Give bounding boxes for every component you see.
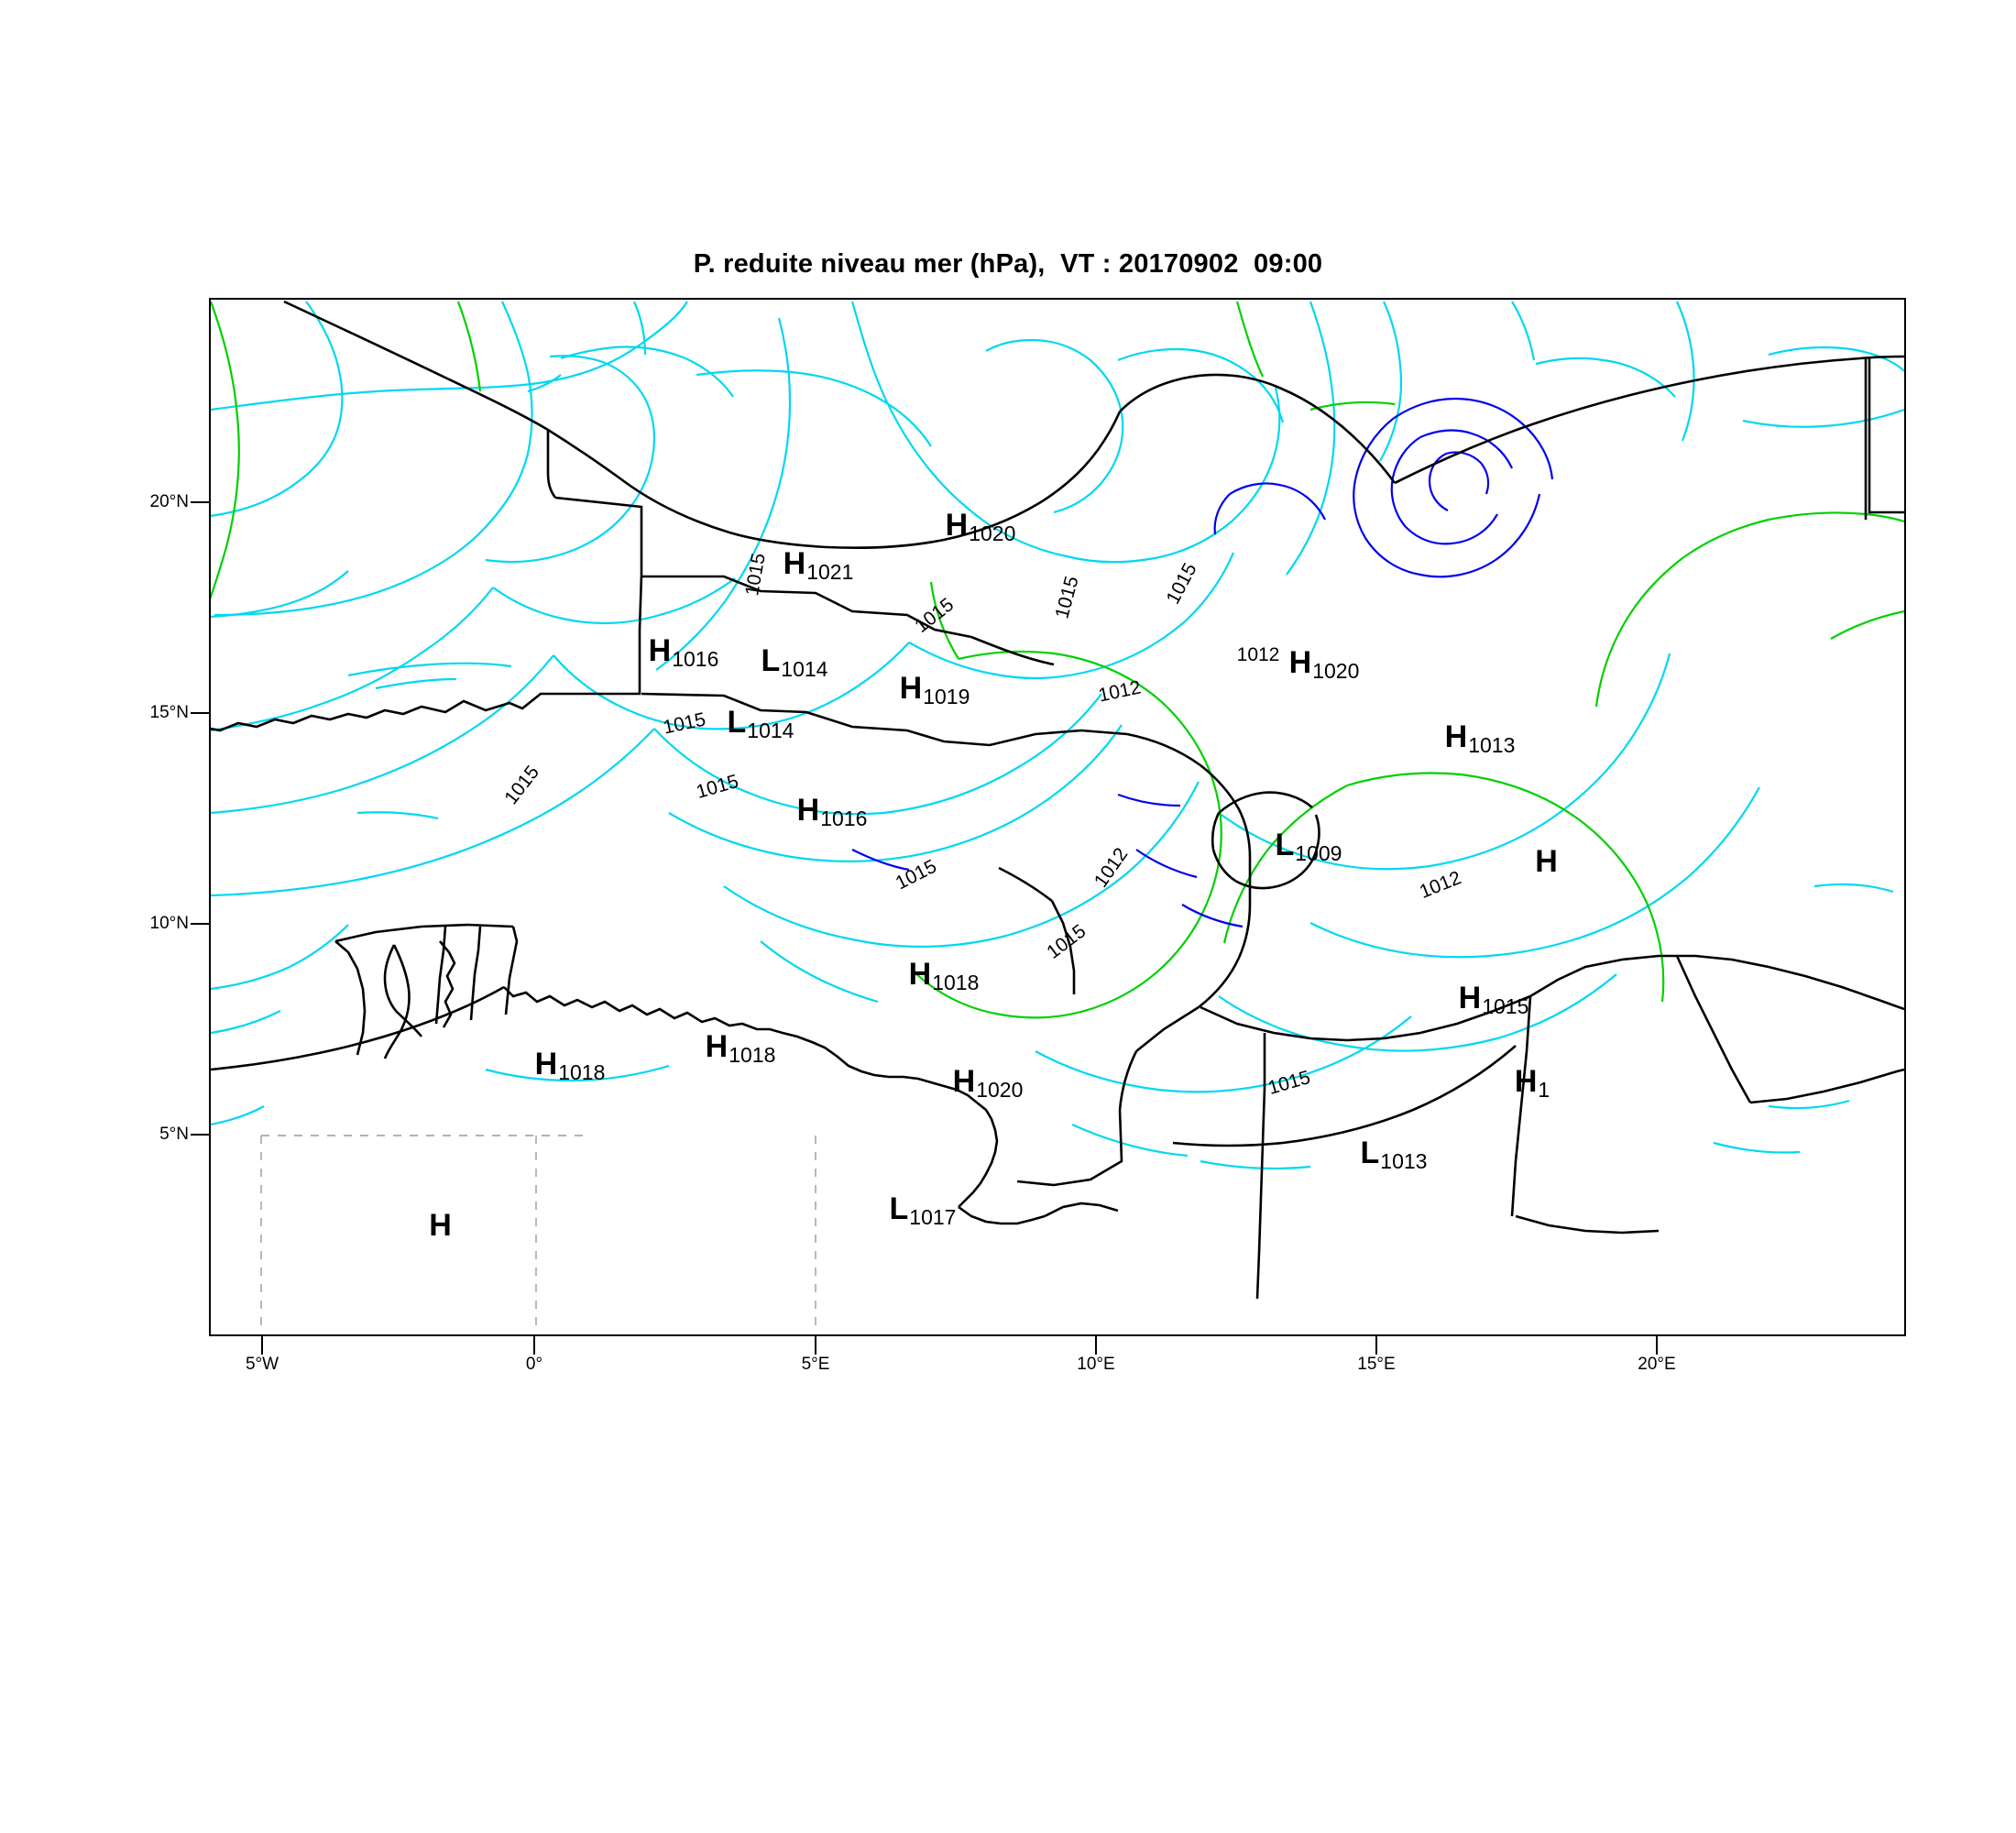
map-plot-area <box>209 298 1906 1336</box>
x-tick-mark <box>261 1336 263 1355</box>
y-tick-label-20N: 20°N <box>149 492 189 511</box>
pressure-center-value: 1018 <box>729 1043 776 1067</box>
pressure-center-type: H <box>648 633 672 668</box>
pressure-center-H <box>899 671 970 708</box>
contour-label: 1015 <box>661 708 708 739</box>
x-tick-mark <box>1095 1336 1097 1355</box>
y-tick-mark <box>191 923 209 925</box>
pressure-center-type: L <box>761 643 781 678</box>
pressure-center-H <box>648 633 719 671</box>
pressure-center-value: 1017 <box>909 1205 957 1229</box>
y-tick-mark <box>191 1134 209 1136</box>
contour-label: 1015 <box>1265 1067 1313 1100</box>
pressure-center-type: L <box>1275 828 1295 862</box>
pressure-center-value: 1014 <box>781 657 828 681</box>
pressure-center-value: 1013 <box>1468 733 1516 757</box>
pressure-center-L <box>727 705 794 742</box>
pressure-center-value: 1016 <box>820 807 868 830</box>
pressure-center-value: 1019 <box>923 685 970 708</box>
pressure-center-type: H <box>1288 645 1312 680</box>
pressure-center-L <box>1275 828 1342 865</box>
pressure-center-value: 1 <box>1538 1078 1550 1102</box>
pressure-center-type: H <box>429 1208 452 1243</box>
pressure-center-value: 1014 <box>747 719 794 742</box>
x-tick-label-0: 0° <box>525 1355 543 1374</box>
x-tick-mark <box>1656 1336 1658 1355</box>
pressure-center-type: H <box>945 508 969 543</box>
x-tick-mark <box>1375 1336 1377 1355</box>
contour-label: 1015 <box>694 771 741 804</box>
pressure-center-value: 1013 <box>1380 1149 1428 1173</box>
pressure-center-value: 1015 <box>1482 994 1529 1018</box>
pressure-center-H <box>1514 1064 1550 1102</box>
pressure-center-type: H <box>899 671 923 706</box>
y-tick-label-5N: 5°N <box>159 1125 189 1144</box>
pressure-center-value: 1018 <box>558 1060 606 1084</box>
contour-label: 1012 <box>1416 867 1464 903</box>
pressure-center-H <box>1458 981 1529 1018</box>
pressure-center-type: L <box>889 1191 909 1226</box>
contour-label: 1015 <box>741 551 770 598</box>
pressure-center-type: H <box>796 793 820 828</box>
pressure-center-H <box>1535 846 1559 877</box>
pressure-center-H <box>783 546 854 584</box>
x-tick-label-20E: 20°E <box>1638 1355 1676 1374</box>
pressure-center-type: H <box>1514 1064 1538 1099</box>
pressure-center-value: 1021 <box>806 560 854 584</box>
pressure-center-H <box>952 1064 1024 1102</box>
x-tick-label-10E: 10°E <box>1077 1355 1115 1374</box>
coastline-borders <box>211 302 1904 1299</box>
contour-label: 1012 <box>1096 676 1144 707</box>
pressure-center-type: H <box>534 1047 558 1081</box>
pressure-center-H <box>945 508 1016 545</box>
pressure-center-H <box>908 957 980 994</box>
contour-blue-lows <box>852 399 1552 927</box>
pressure-center-value: 1018 <box>932 971 980 994</box>
map-vector-layer <box>211 300 1904 1334</box>
pressure-center-L <box>761 643 828 681</box>
pressure-center-type: H <box>952 1064 976 1099</box>
x-tick-label-5E: 5°E <box>801 1355 830 1374</box>
y-tick-mark <box>191 712 209 714</box>
pressure-center-H <box>1288 645 1360 683</box>
pressure-center-value: 1020 <box>969 521 1016 545</box>
graticule-grid <box>261 1136 816 1333</box>
pressure-center-type: H <box>1458 981 1482 1015</box>
pressure-center-value: 1016 <box>672 647 719 671</box>
y-tick-mark <box>191 501 209 503</box>
pressure-center-H <box>429 1210 453 1241</box>
contour-label: 1015 <box>1051 574 1083 621</box>
pressure-center-H <box>705 1029 776 1067</box>
pressure-center-H <box>796 793 868 830</box>
page-title: P. reduite niveau mer (hPa), VT : 20170902 09:00 <box>693 249 1323 279</box>
contour-label: 1015 <box>500 762 544 809</box>
contour-label: 1012 <box>1090 843 1133 892</box>
contour-cyan-1015 <box>211 302 1904 1169</box>
contour-label: 1015 <box>1162 559 1201 608</box>
contour-label: 1015 <box>911 594 959 638</box>
pressure-center-H <box>1444 719 1516 757</box>
pressure-center-L <box>889 1191 957 1229</box>
pressure-center-type: H <box>908 957 932 992</box>
pressure-center-type: H <box>705 1029 729 1064</box>
pressure-center-value: 1009 <box>1295 841 1342 865</box>
pressure-center-H <box>534 1047 606 1084</box>
pressure-center-type: H <box>783 546 806 581</box>
pressure-center-value: 1020 <box>1312 659 1360 683</box>
pressure-center-type: L <box>1360 1136 1380 1170</box>
y-tick-label-15N: 15°N <box>149 703 189 722</box>
x-tick-label-15E: 15°E <box>1357 1355 1396 1374</box>
contour-label: 1015 <box>1043 920 1090 963</box>
x-tick-mark <box>533 1336 535 1355</box>
pressure-center-L <box>1360 1136 1428 1173</box>
pressure-center-type: L <box>727 705 747 740</box>
x-tick-label-5W: 5°W <box>245 1355 279 1374</box>
pressure-center-value: 1020 <box>976 1078 1024 1102</box>
x-tick-mark <box>815 1336 816 1355</box>
contour-label: 1015 <box>892 855 940 895</box>
pressure-center-type: H <box>1444 719 1468 754</box>
y-tick-label-10N: 10°N <box>149 914 189 933</box>
contour-label: 1012 <box>1236 644 1280 665</box>
pressure-center-type: H <box>1535 844 1558 879</box>
